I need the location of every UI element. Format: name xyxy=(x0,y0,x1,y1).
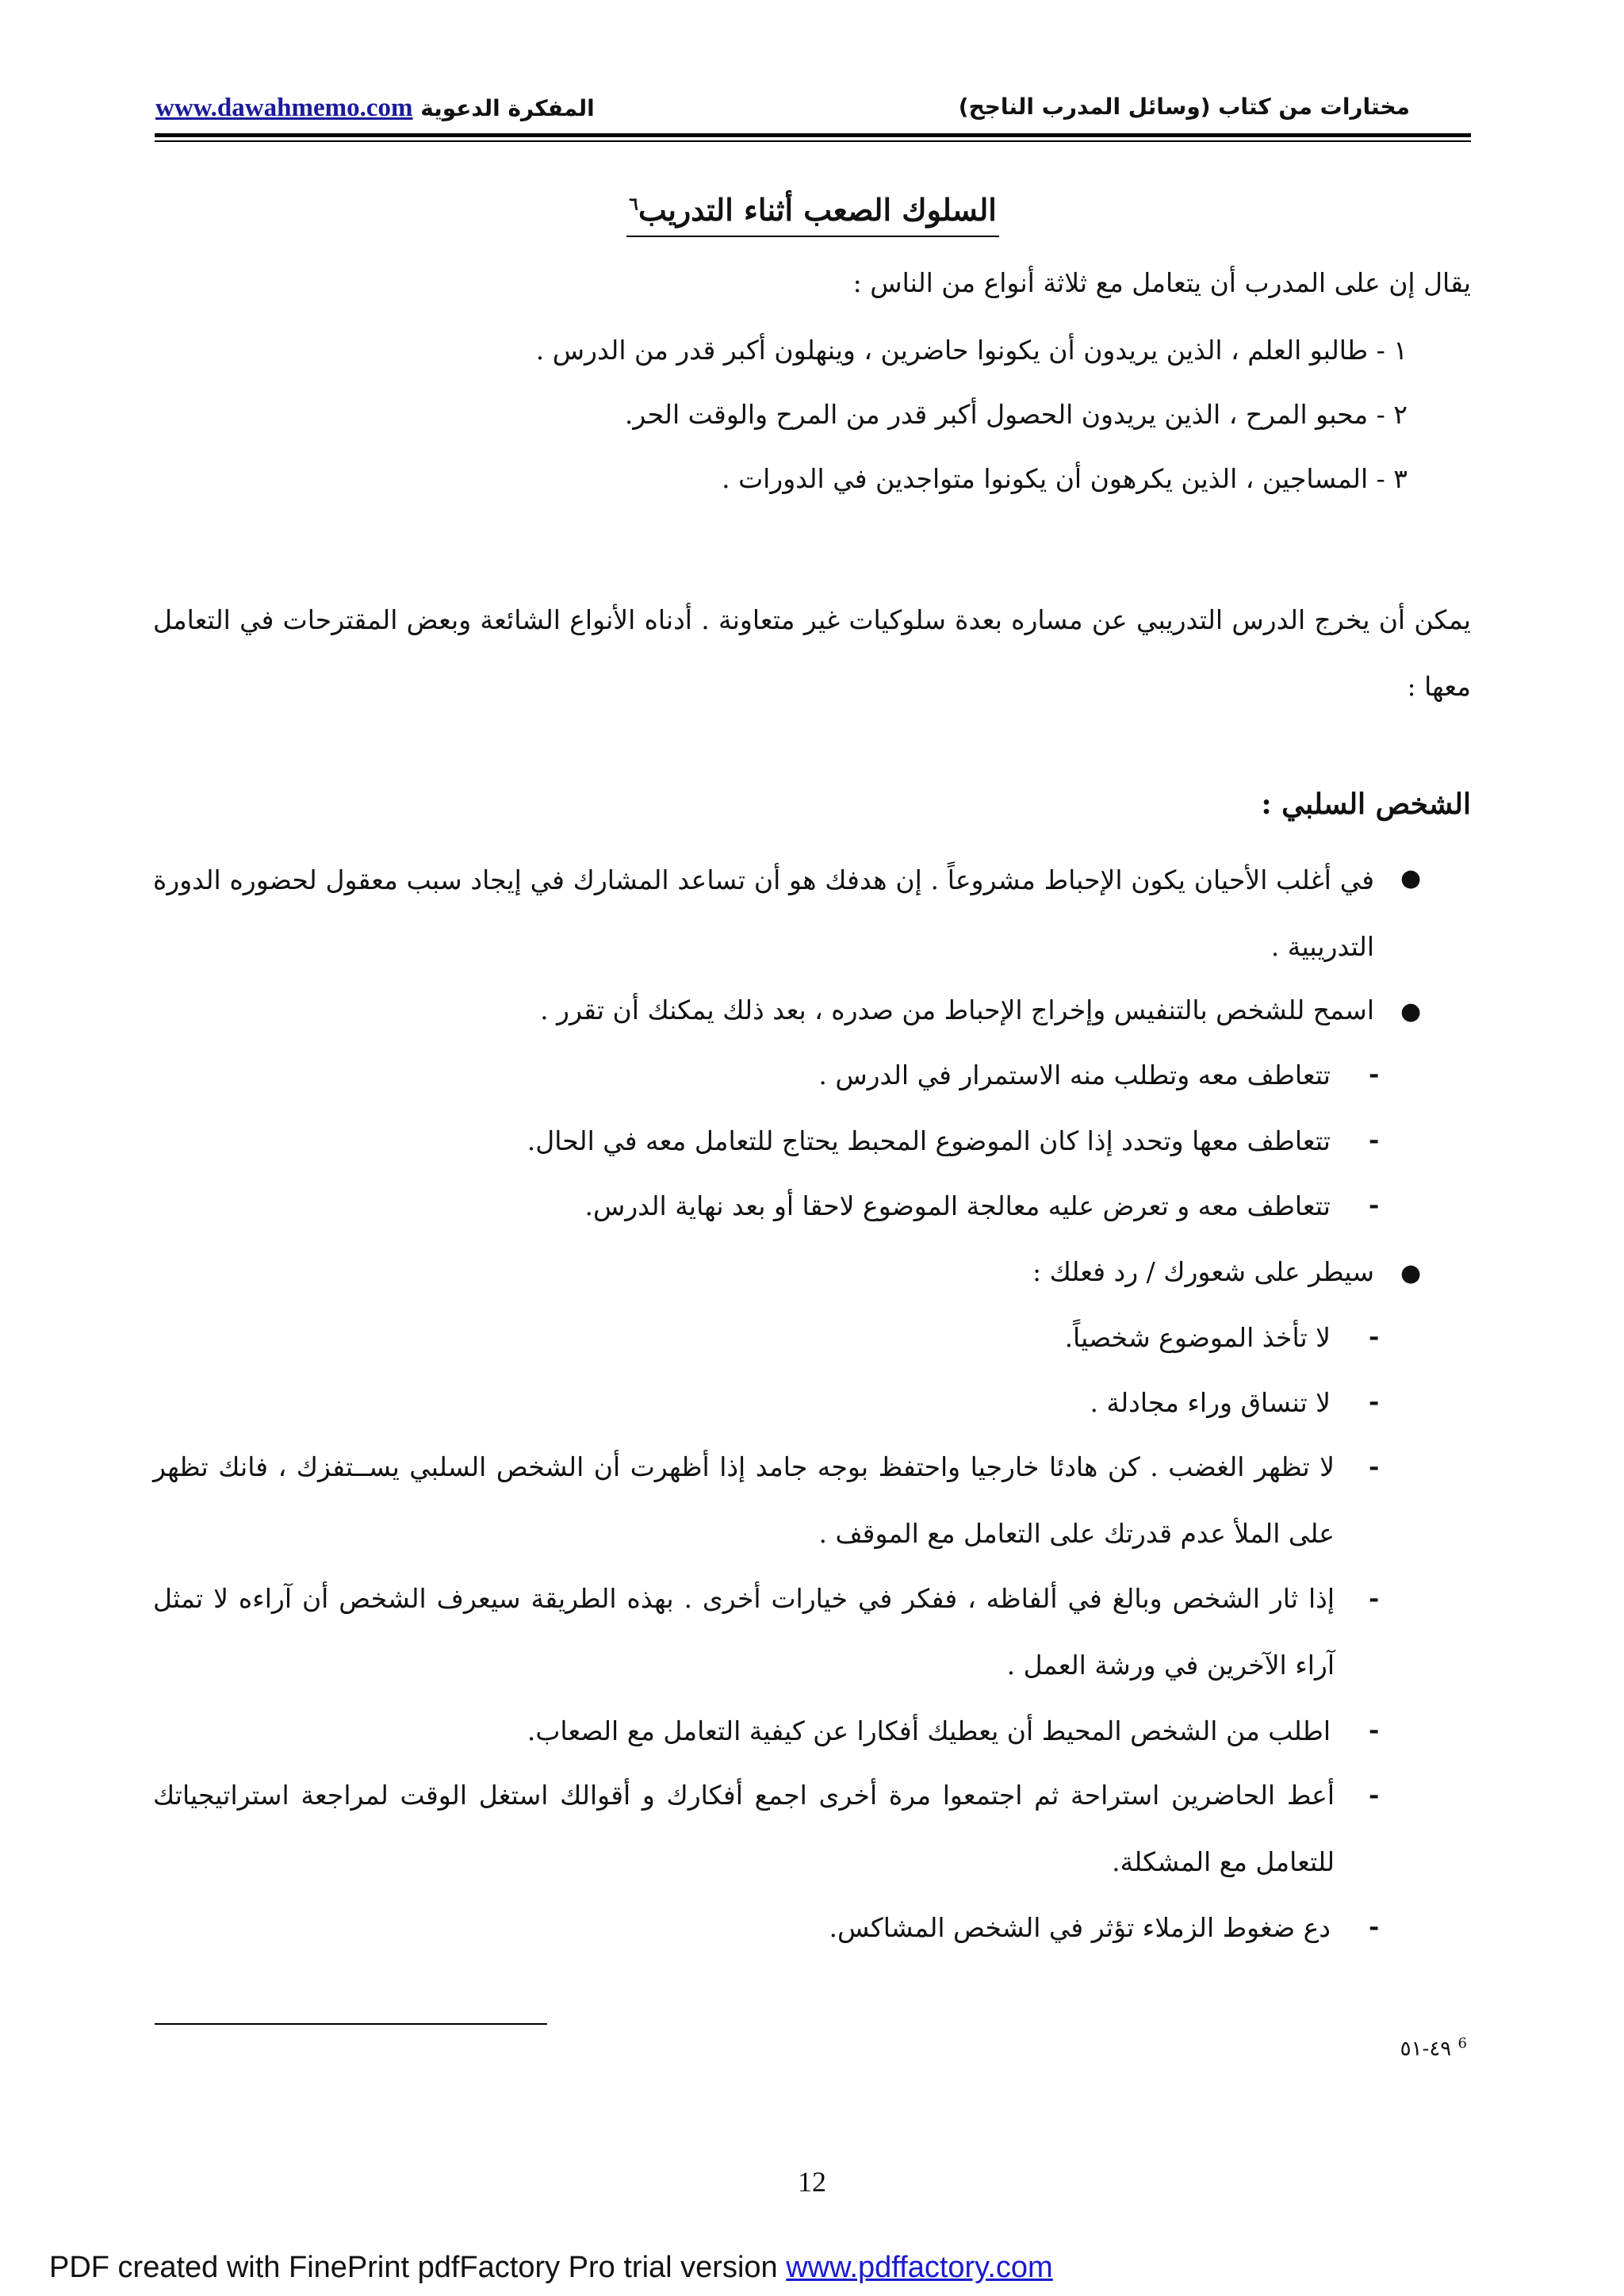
header-rule-thin xyxy=(155,140,1471,142)
header-book-title: مختارات من كتاب (وسائل المدرب الناجح) xyxy=(958,94,1410,120)
header-site xyxy=(155,94,758,123)
footnote-number: 6 xyxy=(1457,2035,1467,2052)
footnote xyxy=(1348,2035,1467,2061)
dash-marker: - xyxy=(1369,1386,1380,1416)
page-title-text: السلوك الصعب أثناء التدريب xyxy=(638,192,997,228)
sub-item-1-1: تتعاطف معه وتطلب منه الاستمرار في الدرس . xyxy=(818,1060,1331,1091)
bullet-item-1: في أغلب الأحيان يكون الإحباط مشروعاً . إن هدفك هو أن تساعد المشارك في إيجاد سبب معقول لحضوره الدورة التدريبية . xyxy=(153,864,1374,962)
dash-marker: - xyxy=(1369,1780,1380,1810)
header-site-link[interactable]: www.dawahmemo.com xyxy=(155,94,413,122)
sub-item-2-6: أعط الحاضرين استراحة ثم اجتمعوا مرة أخرى اجمع أفكارك و أقوالك استغل الوقت لمراجعة استراتيجياتك للتعامل مع المشكلة. xyxy=(153,1780,1335,1877)
dash-marker: - xyxy=(1369,1583,1380,1613)
intro-line: يقال إن على المدرب أن يتعامل مع ثلاثة أنواع من الناس : xyxy=(852,267,1471,298)
dash-marker: - xyxy=(1369,1715,1380,1745)
sub-item-2-4: إذا ثار الشخص وبالغ في ألفاظه ، ففكر في خيارات أخرى . بهذه الطريقة سيعرف الشخص أن آراءه لا تمثل آراء الآخرين في ورشة العمل . xyxy=(153,1583,1335,1681)
sub-item-1-2: تتعاطف معها وتحدد إذا كان الموضوع المحبط يحتاج للتعامل معه في الحال. xyxy=(527,1125,1331,1156)
dash-marker: - xyxy=(1369,1125,1380,1155)
sub-item-1-3: تتعاطف معه و تعرض عليه معالجة الموضوع لاحقا أو بعد نهاية الدرس. xyxy=(584,1190,1331,1221)
type-item-1: ١ - طالبو العلم ، الذين يريدون أن يكونوا حاضرين ، وينهلون أكبر قدر من الدرس . xyxy=(535,335,1408,366)
dash-marker: - xyxy=(1369,1451,1380,1481)
bullet-marker: ● xyxy=(1400,864,1422,892)
type-item-3: ٣ - المساجين ، الذين يكرهون أن يكونوا متواجدين في الدورات . xyxy=(722,463,1408,494)
pdf-footer xyxy=(49,2251,1053,2285)
bullet-marker: ● xyxy=(1400,1259,1422,1287)
header-rule-thick xyxy=(155,133,1471,137)
footnote-text: ٤٩-٥١ xyxy=(1400,2037,1452,2061)
page-number: 12 xyxy=(798,2166,826,2198)
type-item-2: ٢ - محبو المرح ، الذين يريدون الحصول أكبر قدر من المرح والوقت الحر. xyxy=(624,399,1408,430)
dash-marker: - xyxy=(1369,1059,1380,1089)
dash-marker: - xyxy=(1369,1190,1380,1220)
footer-text: PDF created with FinePrint pdfFactory Pro trial version xyxy=(49,2251,787,2284)
sub-item-2-7: دع ضغوط الزملاء تؤثر في الشخص المشاكس. xyxy=(829,1912,1331,1943)
bullet-marker: ● xyxy=(1400,998,1422,1025)
section-heading: الشخص السلبي : xyxy=(1261,788,1471,821)
bullet-item-2: اسمح للشخص بالتنفيس وإخراج الإحباط من صدره ، بعد ذلك يمكنك أن تقرر . xyxy=(540,995,1374,1025)
header-site-name: المفكرة الدعوية xyxy=(420,95,595,121)
intro-paragraph: يمكن أن يخرج الدرس التدريبي عن مساره بعدة سلوكيات غير متعاونة . أدناه الأنواع الشائعة وبعض المقترحات في التعامل معها : xyxy=(153,604,1471,702)
sub-item-2-3: لا تظهر الغضب . كن هادئا خارجيا واحتفظ بوجه جامد إذا أظهرت أن الشخص السلبي يســتفزك ، فانك تظهر على الملأ عدم قدرتك على التعامل مع الموقف . xyxy=(153,1451,1335,1549)
footer-link[interactable]: www.pdffactory.com xyxy=(786,2251,1053,2284)
footnote-rule xyxy=(155,2023,547,2025)
sub-item-2-2: لا تنساق وراء مجادلة . xyxy=(1090,1387,1331,1418)
bullet-item-3: سيطر على شعورك / رد فعلك : xyxy=(1032,1256,1374,1287)
dash-marker: - xyxy=(1369,1911,1380,1941)
sub-item-2-5: اطلب من الشخص المحيط أن يعطيك أفكارا عن كيفية التعامل مع الصعاب. xyxy=(527,1715,1331,1746)
title-footnote-ref: ٦ xyxy=(629,194,638,215)
sub-item-2-1: لا تأخذ الموضوع شخصياً. xyxy=(1064,1322,1331,1353)
dash-marker: - xyxy=(1369,1321,1380,1351)
page-title xyxy=(626,192,999,237)
